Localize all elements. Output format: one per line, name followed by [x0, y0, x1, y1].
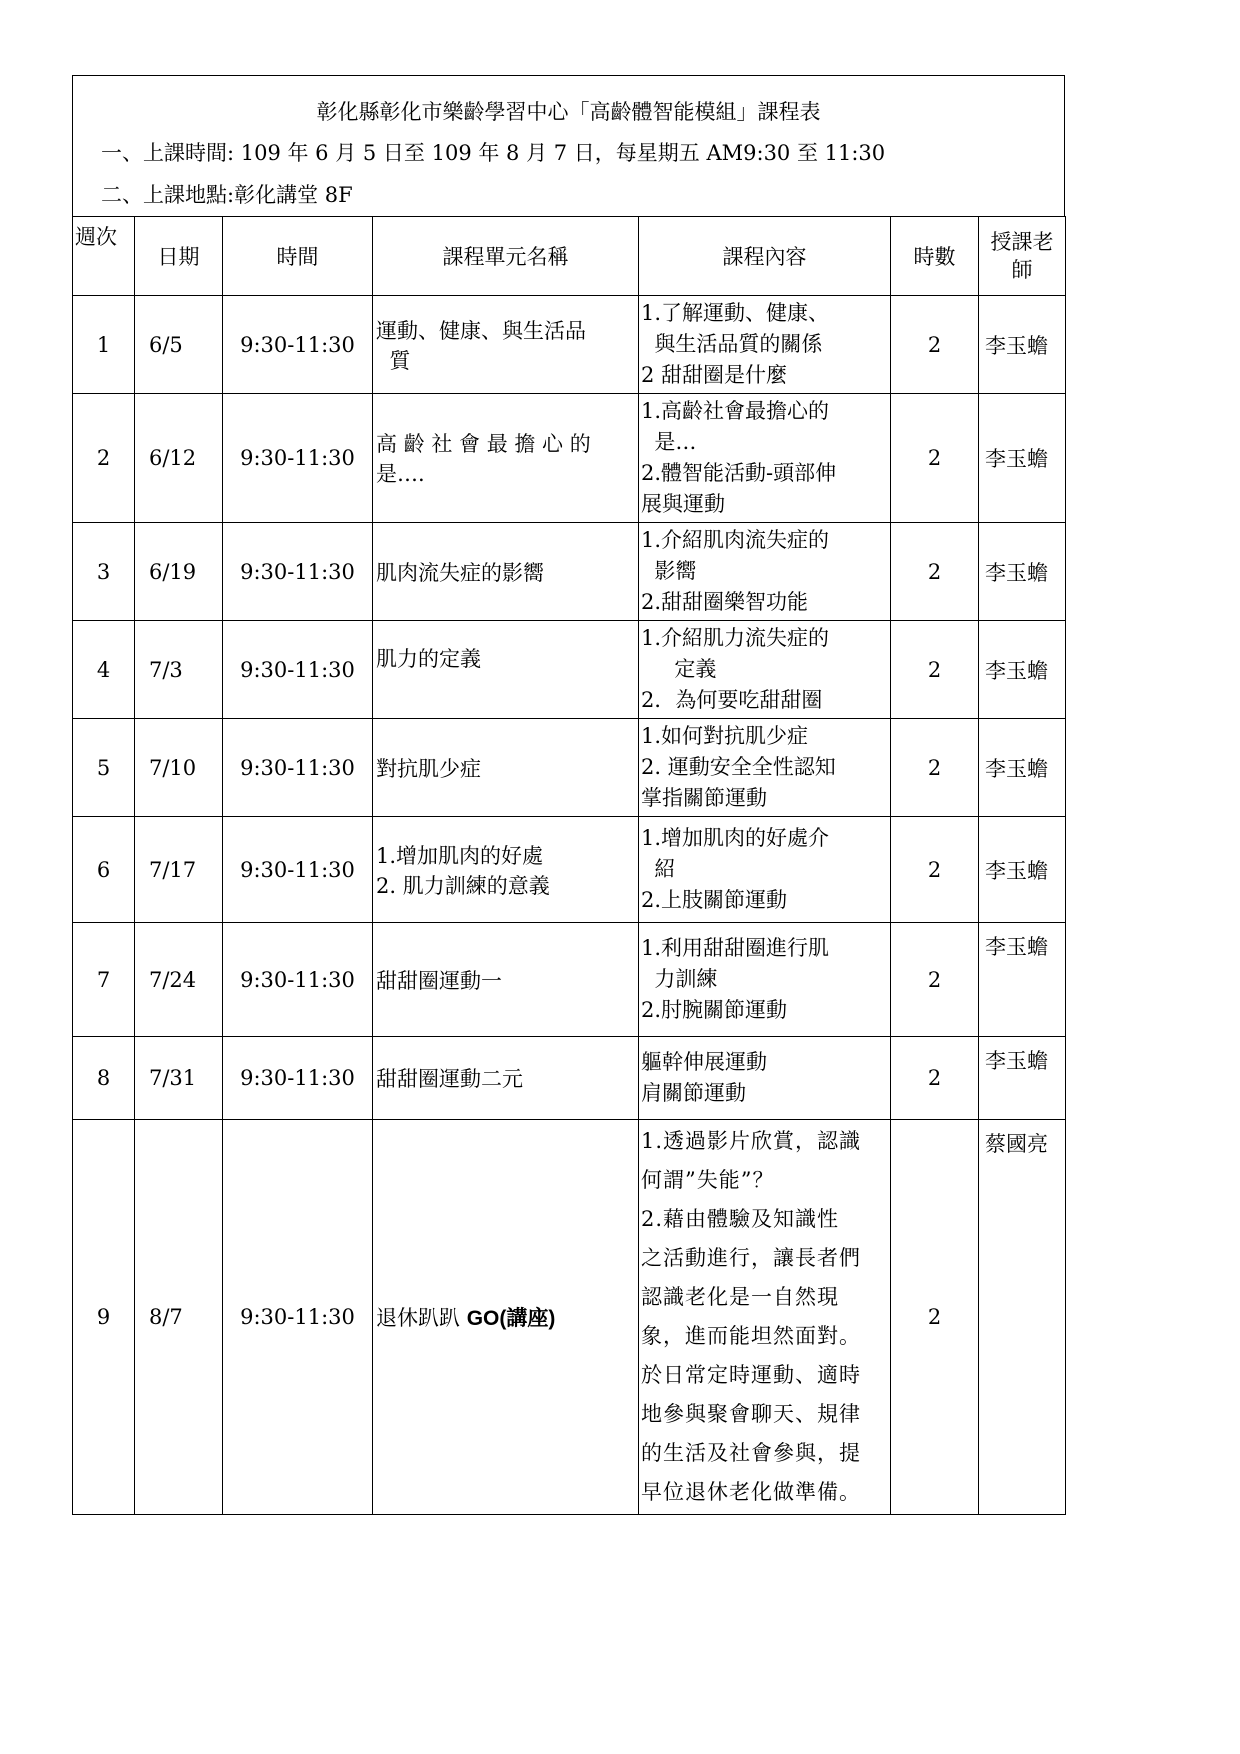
date-cell: 7/10 — [135, 719, 223, 817]
unit-cell — [373, 394, 639, 523]
content-line: 認識老化是一自然現 — [641, 1285, 839, 1309]
col-header-date: 日期 — [135, 217, 223, 296]
course-table — [72, 216, 1066, 1515]
teacher-cell: 李玉蟾 — [979, 621, 1066, 719]
content-line: 2.藉由體驗及知識性 — [641, 1207, 840, 1231]
table-row — [73, 923, 1066, 1037]
unit-line: 2. 肌力訓練的意義 — [376, 873, 550, 898]
content-line: 展與運動 — [641, 492, 725, 516]
time-cell: 9:30-11:30 — [223, 621, 373, 719]
schedule-sheet — [72, 75, 1065, 1515]
content-cell — [639, 394, 891, 523]
week-cell: 6 — [73, 817, 135, 923]
week-cell: 7 — [73, 923, 135, 1037]
content-line: 1.透過影片欣賞，認識 — [641, 1129, 862, 1153]
unit-cell — [373, 1120, 639, 1515]
teacher-cell: 李玉蟾 — [979, 719, 1066, 817]
unit-text-latin: GO(講座) — [466, 1307, 556, 1330]
col-header-week: 週次 — [73, 217, 135, 296]
week-cell: 9 — [73, 1120, 135, 1515]
content-line: 1.介紹肌肉流失症的 — [641, 528, 830, 552]
content-line: 之活動進行，讓長者們 — [641, 1246, 861, 1270]
teacher-cell: 李玉蟾 — [979, 523, 1066, 621]
hours-cell: 2 — [891, 719, 979, 817]
unit-line: 是…. — [376, 462, 425, 486]
content-line: 2 甜甜圈是什麼 — [641, 363, 788, 387]
col-header-hours: 時數 — [891, 217, 979, 296]
content-line: 2.甜甜圈樂智功能 — [641, 590, 809, 614]
content-line: 1.高齡社會最擔心的 — [641, 399, 830, 423]
content-line: 於日常定時運動、適時 — [641, 1363, 861, 1387]
unit-cell — [373, 817, 639, 923]
unit-text: 退休趴趴 — [376, 1306, 467, 1330]
time-cell: 9:30-11:30 — [223, 1120, 373, 1515]
content-line: 是… — [641, 430, 697, 454]
table-row — [73, 621, 1066, 719]
content-line: 1.利用甜甜圈進行肌 — [641, 936, 830, 960]
week-cell: 4 — [73, 621, 135, 719]
table-header-row — [73, 217, 1066, 296]
week-cell: 8 — [73, 1037, 135, 1120]
unit-line: 肌肉流失症的影嚮 — [376, 560, 544, 585]
page-title: 彰化縣彰化市樂齡學習中心「高齡體智能模組」課程表 — [316, 100, 821, 124]
table-row — [73, 719, 1066, 817]
class-location-line: 二、上課地點:彰化講堂 8F — [101, 183, 353, 207]
content-line: 與生活品質的關係 — [641, 332, 823, 356]
time-cell: 9:30-11:30 — [223, 1037, 373, 1120]
content-line: 力訓練 — [641, 967, 718, 991]
unit-line: 肌力的定義 — [376, 647, 481, 671]
hours-cell: 2 — [891, 923, 979, 1037]
content-line: 1.增加肌肉的好處介 — [641, 826, 830, 850]
hours-cell: 2 — [891, 394, 979, 523]
date-cell: 7/3 — [135, 621, 223, 719]
unit-cell — [373, 719, 639, 817]
content-line: 2.上肢關節運動 — [641, 888, 788, 912]
content-line: 軀幹伸展運動 — [641, 1050, 767, 1074]
week-cell: 5 — [73, 719, 135, 817]
teacher-cell: 李玉蟾 — [979, 1037, 1066, 1120]
content-line: 地參與聚會聊天、規律 — [641, 1402, 861, 1426]
content-line: 紹 — [641, 857, 676, 881]
unit-cell — [373, 296, 639, 394]
teacher-cell: 李玉蟾 — [979, 923, 1066, 1037]
unit-line: 甜甜圈運動一 — [376, 968, 502, 993]
week-cell: 2 — [73, 394, 135, 523]
col-header-content: 課程內容 — [639, 217, 891, 296]
time-cell: 9:30-11:30 — [223, 817, 373, 923]
unit-cell — [373, 621, 639, 719]
table-body — [73, 296, 1066, 1515]
time-cell: 9:30-11:30 — [223, 719, 373, 817]
unit-cell — [373, 1037, 639, 1120]
class-time-line: 一、上課時間: 109 年 6 月 5 日至 109 年 8 月 7 日，每星期五 AM9:30 至 11:30 — [101, 141, 886, 165]
col-header-time: 時間 — [223, 217, 373, 296]
date-cell: 7/17 — [135, 817, 223, 923]
content-cell — [639, 1037, 891, 1120]
hours-cell: 2 — [891, 817, 979, 923]
hours-cell: 2 — [891, 621, 979, 719]
content-cell — [639, 923, 891, 1037]
unit-line: 1.增加肌肉的好處 — [376, 843, 544, 868]
table-row — [73, 394, 1066, 523]
hours-cell: 2 — [891, 1037, 979, 1120]
content-cell — [639, 719, 891, 817]
table-row — [73, 817, 1066, 923]
unit-line: 甜甜圈運動二元 — [376, 1067, 523, 1091]
content-line: 1.介紹肌力流失症的 — [641, 626, 830, 650]
content-cell — [639, 296, 891, 394]
date-cell: 7/31 — [135, 1037, 223, 1120]
content-line: 影嚮 — [641, 559, 697, 583]
teacher-cell: 李玉蟾 — [979, 817, 1066, 923]
content-line: 早位退休老化做準備。 — [641, 1480, 861, 1504]
teacher-cell: 李玉蟾 — [979, 394, 1066, 523]
date-cell: 6/5 — [135, 296, 223, 394]
teacher-cell: 李玉蟾 — [979, 296, 1066, 394]
content-line: 何謂”失能”？ — [641, 1168, 775, 1192]
content-line: 2. 運動安全全性認知 — [641, 755, 836, 779]
date-cell: 6/19 — [135, 523, 223, 621]
content-line: 1.了解運動、健康、 — [641, 301, 830, 325]
content-cell — [639, 817, 891, 923]
table-row — [73, 296, 1066, 394]
week-cell: 1 — [73, 296, 135, 394]
hours-cell: 2 — [891, 1120, 979, 1515]
table-row — [73, 523, 1066, 621]
content-line: 2.體智能活動-頭部伸 — [641, 461, 837, 485]
col-header-unit: 課程單元名稱 — [373, 217, 639, 296]
unit-line: 運動、健康、與生活品 — [376, 318, 586, 343]
teacher-cell: 蔡國亮 — [979, 1120, 1066, 1515]
unit-cell — [373, 523, 639, 621]
col-header-teacher: 授課老 師 — [979, 217, 1066, 296]
date-cell: 7/24 — [135, 923, 223, 1037]
content-line: 2．為何要吃甜甜圈 — [641, 688, 823, 712]
week-cell: 3 — [73, 523, 135, 621]
unit-line: 對抗肌少症 — [376, 756, 481, 781]
hours-cell: 2 — [891, 523, 979, 621]
content-line: 2.肘腕關節運動 — [641, 998, 788, 1022]
content-cell — [639, 1120, 891, 1515]
unit-cell — [373, 923, 639, 1037]
schedule-header — [72, 75, 1065, 216]
table-row — [73, 1120, 1066, 1515]
content-line: 掌指關節運動 — [641, 786, 767, 810]
content-line: 象，進而能坦然面對。 — [641, 1324, 861, 1348]
time-cell: 9:30-11:30 — [223, 523, 373, 621]
content-line: 1.如何對抗肌少症 — [641, 724, 809, 748]
time-cell: 9:30-11:30 — [223, 296, 373, 394]
content-cell — [639, 523, 891, 621]
time-cell: 9:30-11:30 — [223, 923, 373, 1037]
content-line: 的生活及社會參與，提 — [641, 1441, 861, 1465]
table-row — [73, 1037, 1066, 1120]
hours-cell: 2 — [891, 296, 979, 394]
unit-line: 質 — [376, 348, 411, 373]
content-line: 定義 — [641, 657, 717, 681]
content-cell — [639, 621, 891, 719]
content-line: 肩關節運動 — [641, 1081, 746, 1105]
unit-line: 高 齡 社 會 最 擔 心 的 — [376, 432, 591, 456]
time-cell: 9:30-11:30 — [223, 394, 373, 523]
date-cell: 8/7 — [135, 1120, 223, 1515]
date-cell: 6/12 — [135, 394, 223, 523]
